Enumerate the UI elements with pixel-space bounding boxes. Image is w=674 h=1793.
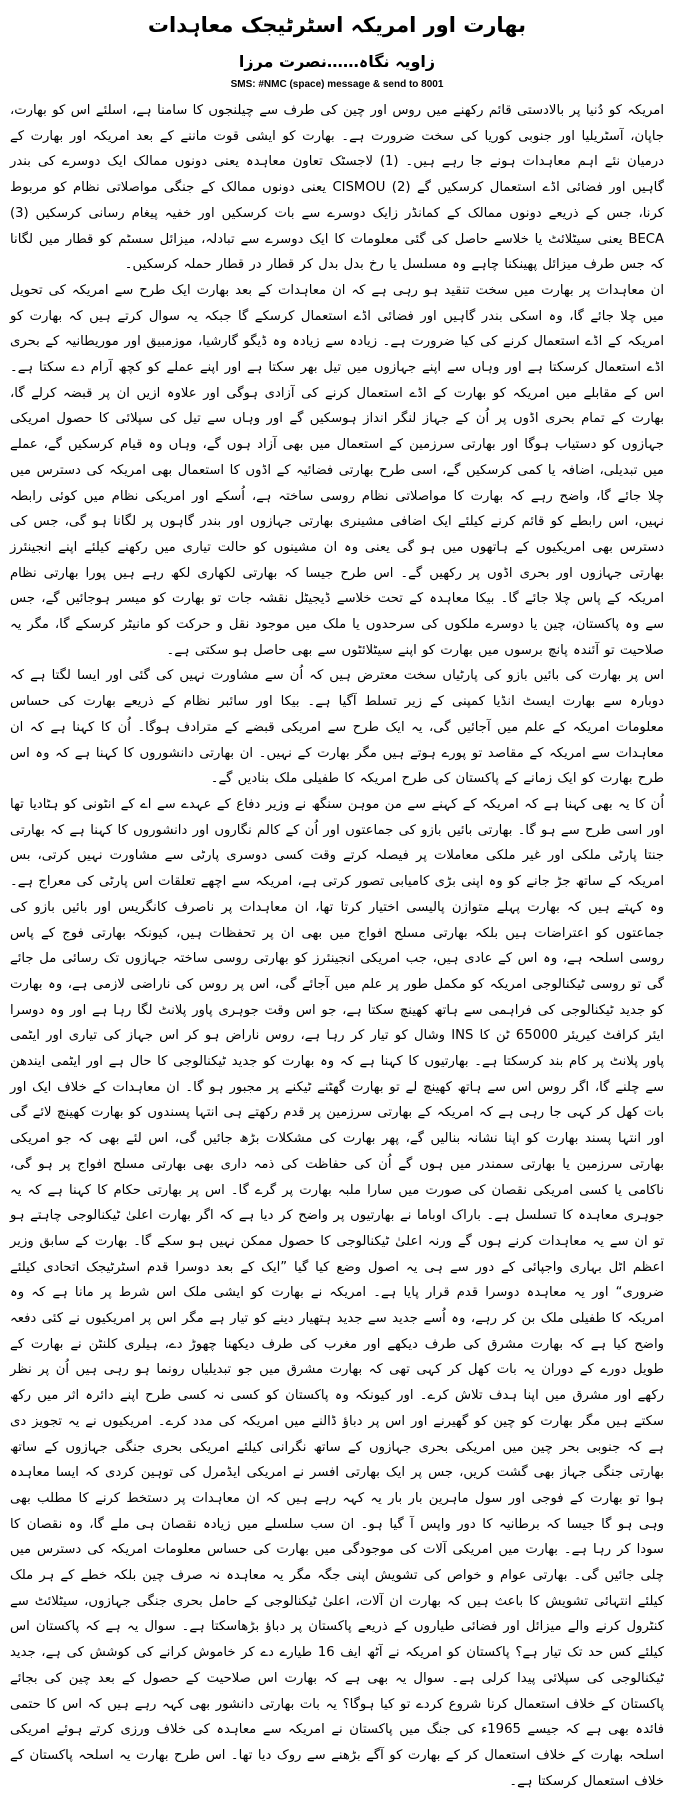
article-headline: بھارت اور امریکہ اسٹرٹیجک معاہدات [147, 13, 527, 37]
article-body [10, 98, 664, 1793]
article-paragraph-2: ان معاہدات پر بھارت میں سخت تنقید ہو رہی ہے کہ ان معاہدات کے بعد بھارت ایک طرح سے امریکہ کی تحویل میں چلا جائے گا، وہ اسکی بندر گاہیں اور فضائی اڈے استعمال کرسکے گا جبکہ یہ سوال کرتے ہیں کہ بھارت کو امریکہ کے اڈے استعمال کرنے کی کیا ضرورت ہے۔ زیادہ سے زیادہ وہ ڈیگو گارشیا، موزمبیق اور موریطانیہ کے بحری اڈے استعمال کرسکتا ہے اور وہاں سے اپنے جہازوں میں تیل بھر سکتا ہے اور اپنے عملے کو کچھ آرام دے سکتا ہے۔ اس کے مقابلے میں امریکہ کو بھارت کے اڈے استعمال کرنے کی آزادی ہوگی اور علاوہ ازیں ان پر قبضہ کرلے گا، بھارت کے تمام بحری اڈوں پر اُن کے جہاز لنگر انداز ہوسکیں گے اور وہاں سے تیل کی سپلائی کا حصول امریکی جہازوں کو دستیاب ہوگا اور بھارتی سرزمین کے استعمال میں بھی آزاد ہوں گے، وہاں وہ قیام کرسکیں گے، عملے میں تبدیلی، اضافہ یا کمی کرسکیں گے، اسی طرح بھارتی فضائیہ کے اڈوں کا استعمال بھی امریکہ کی دسترس میں چلا جائے گا، واضح رہے کہ بھارت کا مواصلاتی نظام روسی ساختہ ہے، اُسکے اور امریکی نظام میں کوئی رابطہ نہیں، اس رابطے کو قائم کرنے کیلئے ایک اضافی مشینری بھارتی جہازوں اور بندر گاہوں پر لگانا ہو گی، جس کی دسترس بھی امریکیوں کے ہاتھوں میں ہو گی یعنی وہ ان مشینوں کو حالت تیاری میں رکھنے کیلئے اپنے انجینئرز بھارتی جہازوں اور بحری اڈوں پر رکھیں گے۔ اس طرح جیسا کہ بھارتی لکھاری لکھ رہے ہیں پورا بھارتی نظام امریکہ کے پاس چلا جائے گا۔ بیکا معاہدہ کے تحت خلاسے ڈیجیٹل نقشہ جات تو بھارت کو میسر ہوجائیں گے، جس سے وہ پاکستان، چین یا دوسرے ملکوں کی سرحدوں یا ملک میں موجود نقل و حرکت کو مانیٹر کرسکے گا، مگر یہ صلاحیت تو آئندہ پانچ برسوں میں بھارت کو اپنے سیٹلائٹوں سے بھی حاصل ہو سکتی ہے۔ [10, 282, 664, 658]
sms-info-line: SMS: #NMC (space) message & send to 8001 [230, 79, 444, 90]
article-byline: زاویہ نگاہ……نصرت مرزا [238, 52, 436, 71]
article-paragraph-1: امریکہ کو دُنیا پر بالادستی قائم رکھنے میں روس اور چین کی طرف سے چیلنجوں کا سامنا ہے، اسلئے اس کو بھارت، جاپان، آسٹریلیا اور جنوبی کوریا کی سخت ضرورت ہے۔ بھارت کو ایشی قوت ماننے کے بعد امریکہ اور بھارت کے درمیان نئے اہم معاہدات ہونے جا رہے ہیں۔ (1) لاجسٹک تعاون معاہدہ یعنی دونوں ممالک ایک دوسرے کی بندر گاہیں اور فضائی اڈے استعمال کرسکیں گے (2) CISMOU یعنی دونوں ممالک کے جنگی مواصلاتی نظام کو مربوط کرنا، جس کے ذریعے دونوں ممالک کے کمانڈر زایک دوسرے سے بات کرسکیں اور خفیہ پیغام رسانی کرسکیں (3) BECA یعنی سیٹلائٹ یا خلاسے حاصل کی گئی معلومات کا ایک دوسرے سے تبادلہ، میزائل سسٹم کو قطار میں لگانا کہ جس طرف میزائل پھینکنا چاہے وہ مسلسل یا رخ بدل بدل کر قطار در قطار حملہ کرسکیں۔ [10, 103, 664, 273]
article-paragraph-3: اس پر بھارت کی بائیں بازو کی پارٹیاں سخت معترض ہیں کہ اُن سے مشاورت نہیں کی گئی اور ایسا لگتا ہے کہ دوبارہ سے بھارت ایسٹ انڈیا کمپنی کے زیر تسلط آگیا ہے۔ بیکا اور سائبر نظام کے ذریعے بھارت کی حساس معلومات امریکہ کے علم میں آجائیں گی، یہ ایک طرح سے امریکی قبضے کے مترادف ہوگا۔ اُن کا کہنا ہے کہ ان معاہدات سے امریکہ کے مقاصد تو پورے ہوتے ہیں مگر بھارت کے نہیں۔ ان بھارتی دانشوروں کا کہنا ہے کہ وہ اس طرح بھارت کو ایک زمانے کے پاکستان کی طرح امریکہ کا طفیلی ملک بنادیں گے۔ [10, 668, 664, 787]
article-paragraph-4: اُن کا یہ بھی کہنا ہے کہ امریکہ کے کہنے سے من موہن سنگھ نے وزیر دفاع کے عہدے سے اے کے انٹونی کو ہٹادیا تھا اور اسی طرح سے ہو گا۔ بھارتی بائیں بازو کی جماعتوں اور اُن کے کالم نگاروں اور دانشوروں کا کہنا ہے کہ بھارتی جنتا پارٹی ملکی اور غیر ملکی معاملات پر فیصلہ کرتے وقت کسی دوسری پارٹی سے مشاورت نہیں کرتی، بس امریکہ کے ساتھ جڑ جانے کو وہ اپنی بڑی کامیابی تصور کرتی ہے، امریکہ سے اچھے تعلقات اس پارٹی کی معراج ہے۔ وہ کہتے ہیں کہ بھارت پہلے متوازن پالیسی اختیار کرتا تھا، ان معاہدات پر ناصرف کانگریس اور بائیں بازو کی جماعتوں کو اعتراضات ہیں بلکہ بھارتی مسلح افواج میں بھی ان پر تحفظات ہیں، کیونکہ بھارتی فوج کے پاس روسی اسلحہ ہے، وہ اس کے عادی ہیں، جب امریکی انجینئرز کو بھارتی روسی ساختہ جہازوں تک رسائی مل جائے گی تو روسی ٹیکنالوجی امریکہ کو مکمل طور پر علم میں آجائے گی، اس پر روس کی ناراضی لازمی ہے، وہ بھارت کو جدید ٹیکنالوجی کی فراہمی سے ہاتھ کھینچ سکتا ہے، جو اس وقت جوہری پاور پلانٹ لگا رہا ہے اور وہ دوسرا ایئر کرافٹ کیریئر 65000 ٹن کا INS وشال کو تیار کر رہا ہے، روس ناراض ہو کر اس جہاز کی تیاری اور ایٹمی پاور پلانٹ پر کام بند کرسکتا ہے۔ بھارتیوں کا کہنا ہے کہ وہ بھارت کو جدید ٹیکنالوجی کا حال ہے اور ایٹمی ایندھن سے چلنے گا، اگر روس اس سے ہاتھ کھینچ لے تو بھارت گھٹنے ٹیکنے پر مجبور ہو گا۔ ان معاہدات کے خلاف ایک اور بات کھل کر کہی جا رہی ہے کہ امریکہ کے بھارتی سرزمین پر قدم رکھتے ہی انتہا پسندوں کو بھارت کھینچ لائے گی اور انتہا پسند بھارت کو اپنا نشانہ بنالیں گے، پھر بھارت کی مشکلات بڑھ جائیں گی، اس لئے بھی کہ جو امریکی بھارتی سرزمین یا بھارتی سمندر میں ہوں گے اُن کی حفاظت کی ذمہ داری بھی بھارتی مسلح افواج پر ہو گی، ناکامی یا کسی امریکی نقصان کی صورت میں سارا ملبہ بھارت پر گرے گا۔ اس پر بھارتی حکام کا کہنا ہے کہ یہ جوہری معاہدہ کا تسلسل ہے۔ باراک اوباما نے بھارتیوں پر واضح کر دیا ہے کہ اگر بھارت اعلیٰ ٹیکنالوجی چاہتے ہو تو ان سے یہ معاہدات کرنے ہوں گے ورنہ اعلیٰ ٹیکنالوجی کا حصول ممکن نہیں ہو سکے گا۔ بھارت کے سابق وزیر اعظم اٹل بہاری واجپائی کے دور سے ہی یہ اصول وضع کیا گیا ”ایک کے بعد دوسرا قدم اسٹرٹیجک اتحادی کیلئے ضروری“ اور یہ معاہدہ دوسرا قدم قرار پایا ہے۔ امریکہ نے بھارت کو ایشی ملک اس شرط پر مانا ہے کہ وہ امریکہ کا طفیلی ملک بن کر رہے، وہ اُسے جدید سے جدید ہتھیار دینے کو تیار ہے مگر اس پر امریکیوں نے کئی دفعہ واضح کیا ہے کہ بھارت مشرق کی طرف دیکھے اور مغرب کی طرف دیکھنا چھوڑ دے، ہیلری کلنٹن نے بھارت کے طویل دورے کے دوران یہ بات کھل کر کہی تھی کہ بھارت مشرق میں جو تبدیلیاں رونما ہو رہی ہیں اُن پر نظر رکھے اور مشرق میں اپنا ہدف تلاش کرے۔ اور کیونکہ وہ پاکستان کو کسی نہ کسی طرح اپنے دائرہ اثر میں رکھ سکتے ہیں مگر بھارت کو چین کو گھیرنے اور اس پر دباؤ ڈالنے میں امریکہ کی مدد کرے۔ امریکیوں نے یہ تجویز دی ہے کہ جنوبی بحر چین میں امریکی بحری جہازوں کے ساتھ نگرانی کیلئے امریکی بحری جنگی جہازوں کے ساتھ بھارتی جنگی جہاز بھی گشت کریں، جس پر ایک بھارتی افسر نے امریکی ایڈمرل کی توہین کردی کہ ایسا معاہدہ ہوا تو بھارت کے فوجی اور سول ماہرین بار بار یہ کہہ رہے ہیں کہ ان معاہدات پر دستخط کرنے کا مطلب بھی وہی ہو گا جیسا کہ برطانیہ کا دور واپس آ گیا ہو۔ ان سب سلسلے میں زیادہ نقصان ہی ملے گا، وہ نقصان کا سودا کر رہا ہے۔ بھارت میں امریکی آلات کی موجودگی میں بھارت کی حساس معلومات امریکہ کی دسترس میں چلی جائیں گی۔ بھارتی عوام و خواص کی تشویش اپنی جگہ مگر یہ معاہدہ نہ صرف چین بلکہ خطے کے ہر ملک کیلئے انتہائی تشویش کا باعث ہیں کہ بھارت ان آلات، اعلیٰ ٹیکنالوجی کے حامل بحری جنگی جہازوں، سیٹلائٹ سے کنٹرول کرنے والے میزائل اور فضائی طیاروں کے ذریعے پاکستان پر دباؤ بڑھاسکتا ہے۔ سوال یہ ہے کہ پاکستان اس کیلئے کس حد تک تیار ہے؟ پاکستان کو امریکہ نے آٹھ ایف 16 طیارے دے کر خاموش کرانے کی کوشش کی ہے، جدید ٹیکنالوجی کی سپلائی پیدا کرلی ہے۔ سوال یہ بھی ہے کہ بھارت اس صلاحیت کے حصول کے بعد چین کی بجائے پاکستان کے خلاف استعمال کرنا شروع کردے تو کیا ہوگا؟ یہ بات بھارتی دانشور بھی کہہ رہے ہیں کہ اس کا حتمی فائدہ بھی ہے کہ جیسے 1965ء کی جنگ میں پاکستان نے امریکہ سے معاہدہ کی خلاف ورزی کرتے ہوئے امریکی اسلحہ بھارت کے خلاف استعمال کر کے بھارت کو آگے بڑھنے سے روک دیا تھا۔ اس طرح بھارت یہ اسلحہ پاکستان کے خلاف استعمال کرسکتا ہے۔ [10, 796, 665, 1789]
